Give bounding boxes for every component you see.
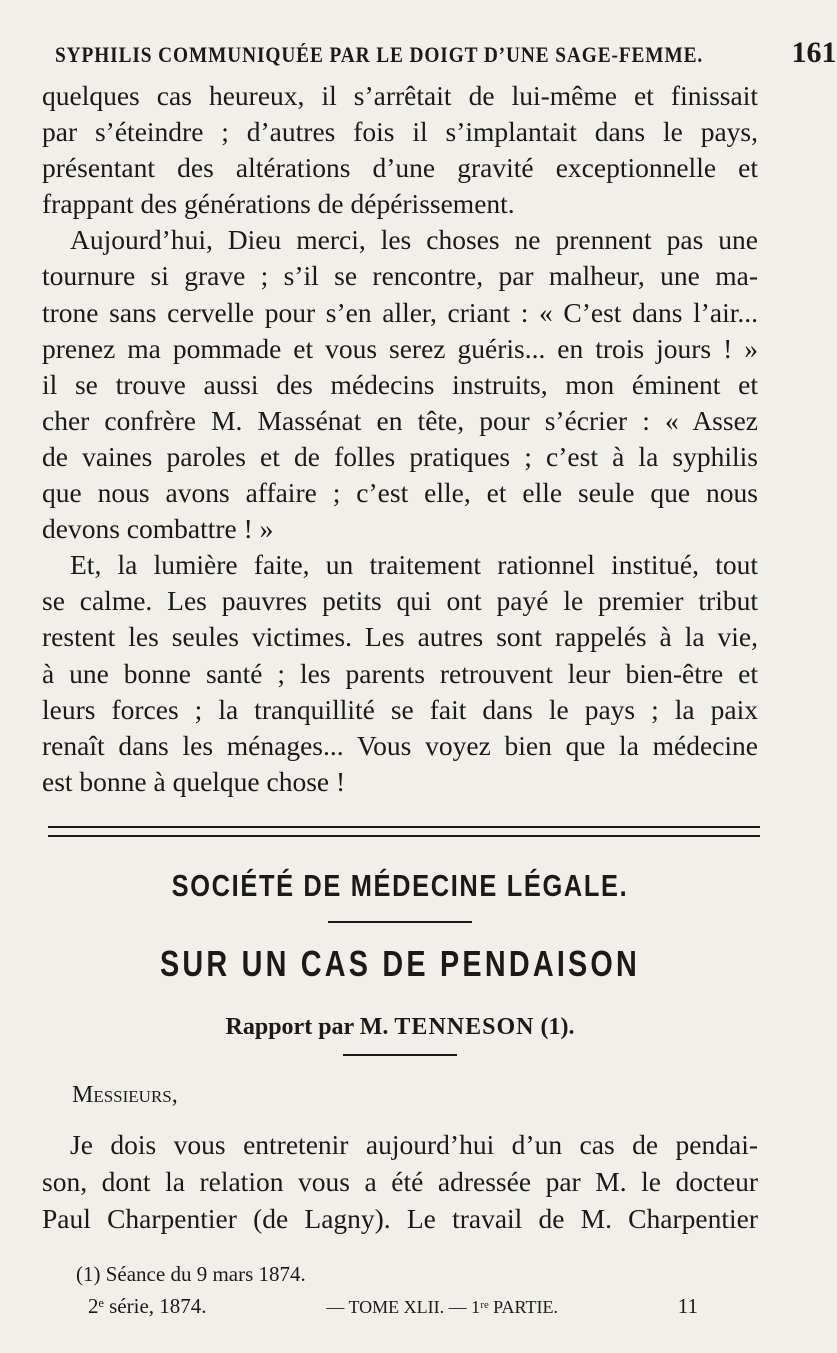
text-line: se calme. Les pauvres petits qui ont payé le premier tribut	[42, 585, 758, 617]
text-line: son, dont la relation vous a été adressée par M. le docteur	[42, 1166, 758, 1197]
society-heading: SOCIÉTÉ DE MÉDECINE LÉGALE.	[171, 868, 629, 903]
text-line: frappant des générations de dépérissement.	[42, 188, 515, 220]
text-line: est bonne à quelque chose !	[42, 765, 346, 797]
salutation: Messieurs,	[72, 1082, 178, 1108]
short-rule	[343, 1054, 457, 1056]
text-line: leurs forces ; la tranquillité se fait dans le pays ; la paix	[42, 693, 758, 725]
footer-volume: — TOME XLII. — 1ʳᵉ PARTIE.	[326, 1297, 558, 1317]
report-prefix: Rapport par M.	[225, 1014, 389, 1040]
text-line: Je dois vous entretenir aujourd’hui d’un cas de pendai-	[70, 1129, 758, 1160]
footnote: (1) Séance du 9 mars 1874.	[76, 1262, 306, 1286]
text-line: devons combattre ! »	[42, 513, 274, 545]
text-line: restent les seules victimes. Les autres sont rappelés à la vie,	[42, 621, 758, 653]
running-header	[55, 36, 837, 76]
text-line: que nous avons affaire ; c’est elle, et elle seule que nous	[42, 477, 758, 509]
text-line: renaît dans les ménages... Vous voyez bien que la médecine	[42, 729, 758, 761]
text-line: à une bonne santé ; les parents retrouvent leur bien-être et	[42, 657, 758, 689]
text-line: trone sans cervelle pour s’en aller, criant : « C’est dans l’air...	[42, 296, 758, 328]
short-rule	[328, 921, 472, 923]
signature-mark: 11	[677, 1294, 698, 1318]
text-line: présentant des altérations d’une gravité exceptionnelle et	[42, 152, 758, 184]
footnote-ref: (1).	[540, 1014, 575, 1040]
text-line: quelques cas heureux, il s’arrêtait de lui-même et finissait	[42, 80, 758, 111]
article-title: SUR UN CAS DE PENDAISON	[159, 943, 641, 984]
text-line: tournure si grave ; s’il se rencontre, par malheur, une ma-	[42, 260, 758, 292]
page-footer	[88, 1294, 698, 1319]
text-line: Paul Charpentier (de Lagny). Le travail de M. Charpentier	[42, 1203, 758, 1234]
text-line: de vaines paroles et de folles pratiques ; c’est à la syphilis	[42, 440, 758, 472]
text-line: cher confrère M. Massénat en tête, pour s’écrier : « Assez	[42, 404, 758, 436]
section-divider	[48, 826, 760, 837]
page-number: 161	[791, 36, 837, 69]
top-text-block	[42, 78, 758, 800]
text-line: il se trouve aussi des médecins instruits, mon éminent et	[42, 368, 758, 400]
text-line: Aujourd’hui, Dieu merci, les choses ne prennent pas une	[70, 224, 758, 256]
footer-series: 2ᵉ série, 1874.	[88, 1294, 207, 1318]
text-line: Et, la lumière faite, un traitement rationnel institué, tout	[70, 549, 758, 581]
bottom-text-block	[42, 1126, 758, 1237]
text-line: prenez ma pommade et vous serez guéris... en trois jours ! »	[42, 332, 758, 364]
running-title: SYPHILIS COMMUNIQUÉE PAR LE DOIGT D’UNE SAGE-FEMME.	[55, 42, 704, 67]
report-author: TENNESON	[394, 1014, 535, 1040]
text-line: par s’éteindre ; d’autres fois il s’implantait dans le pays,	[42, 116, 758, 148]
report-byline	[0, 1014, 800, 1041]
